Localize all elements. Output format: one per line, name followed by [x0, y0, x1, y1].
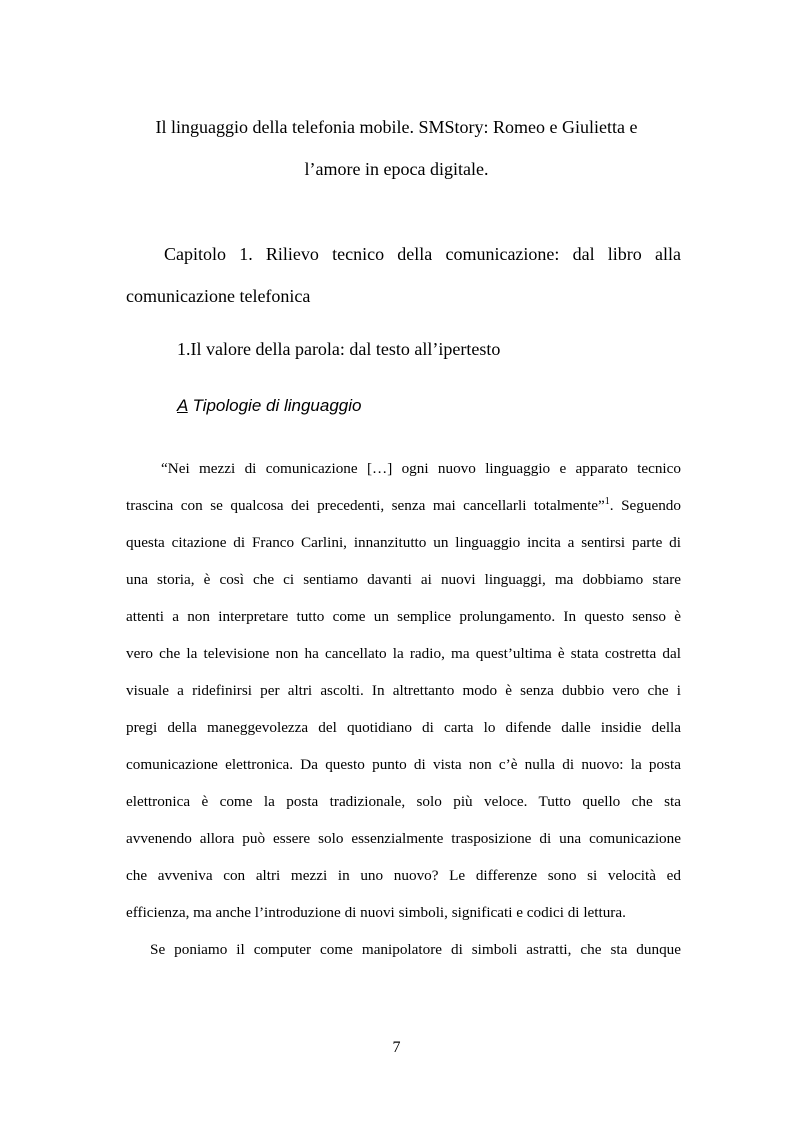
paragraph-line: questa citazione di Franco Carlini, innanzitutto un linguaggio incita a sentirsi parte di [126, 534, 681, 551]
page-number: 7 [392, 1039, 401, 1056]
quote-text: trascina con se qualcosa dei precedenti, senza mai cancellarli totalmente” [126, 497, 605, 514]
footnote-reference[interactable]: 1 [604, 495, 610, 507]
paragraph-line: comunicazione elettronica. Da questo punto di vista non c’è nulla di nuovo: la posta [126, 756, 681, 773]
subsection-heading [177, 395, 361, 417]
chapter-heading-line-2: comunicazione telefonica [126, 286, 311, 306]
paragraph-line: Se poniamo il computer come manipolatore di simboli astratti, che sta dunque [150, 941, 681, 958]
paragraph-line: “Nei mezzi di comunicazione […] ogni nuovo linguaggio e apparato tecnico [161, 460, 681, 477]
paragraph-line: una storia, è così che ci sentiamo davanti ai nuovi linguaggi, ma dobbiamo stare [126, 571, 681, 588]
subsection-title: Tipologie di linguaggio [187, 396, 362, 415]
paragraph-line: pregi della maneggevolezza del quotidiano di carta lo difende dalle insidie della [126, 719, 681, 736]
paragraph-line: che avveniva con altri mezzi in uno nuovo? Le differenze sono si velocità ed [126, 867, 681, 884]
quote-continuation: . Seguendo [609, 497, 681, 514]
chapter-heading-line-1: Capitolo 1. Rilievo tecnico della comunicazione: dal libro alla [164, 244, 681, 264]
paragraph-line: efficienza, ma anche l’introduzione di nuovi simboli, significati e codici di lettura. [126, 904, 626, 921]
section-heading: 1.Il valore della parola: dal testo all’ipertesto [177, 339, 501, 359]
document-title-line-1: Il linguaggio della telefonia mobile. SMStory: Romeo e Giulietta e [155, 117, 638, 137]
paragraph-line: vero che la televisione non ha cancellato la radio, ma quest’ultima è stata costretta dal [126, 645, 681, 662]
document-title-line-2: l’amore in epoca digitale. [304, 159, 489, 179]
subsection-letter: A [177, 396, 188, 415]
paragraph-line: avvenendo allora può essere solo essenzialmente trasposizione di una comunicazione [126, 830, 681, 847]
paragraph-line: attenti a non interpretare tutto come un semplice prolungamento. In questo senso è [126, 608, 681, 625]
paragraph-line: visuale a ridefinirsi per altri ascolti. In altrettanto modo è senza dubbio vero che i [126, 682, 681, 699]
paragraph-line [126, 496, 681, 516]
paragraph-line: elettronica è come la posta tradizionale, solo più veloce. Tutto quello che sta [126, 793, 681, 810]
